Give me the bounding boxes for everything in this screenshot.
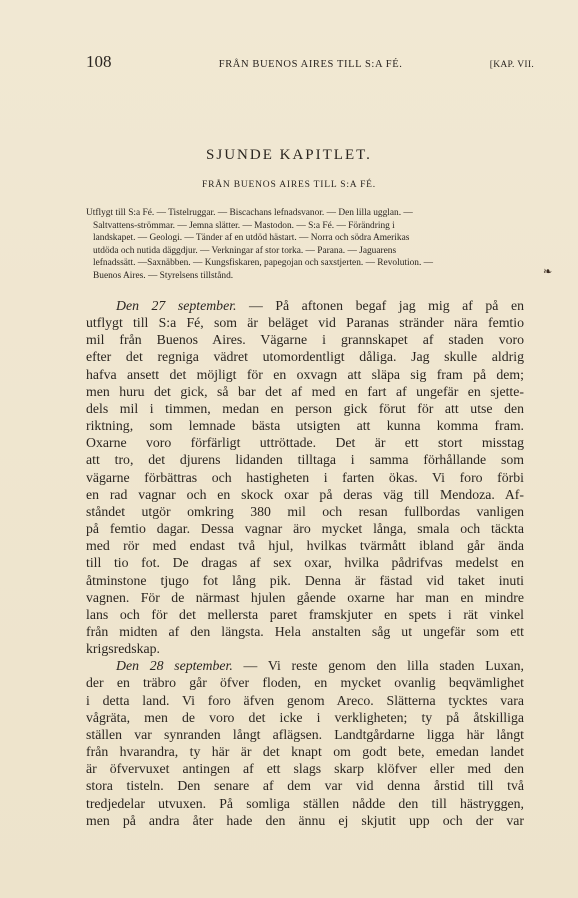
paragraph-first-line [86,297,524,314]
paragraph-line: till tio fot. De dragas af sex oxar, hvilka pådrifvas medelst en [86,555,524,571]
paragraph-line: är öfvervuxet antingen af ett slags skarp klöfver eller med den [86,761,524,777]
chapter-reference: [KAP. VII. [489,60,534,70]
paragraph-line: Oxarne voro förfärligt uttröttade. Det är ett stort misstag [86,435,524,451]
paragraph-line: utflygt till S:a Fé, som är beläget vid Paranas stränder nära femtio [86,315,524,331]
paragraph-line: riktning, som lemnade bästa utsigten att kunna komma fram. [86,418,524,434]
summary-line: Utflygt till S:a Fé. — Tistelruggar. — Biscachans lefnadsvanor. — Den lilla ugglan. — [86,208,413,218]
paragraph-line: stora tisteln. Den senare af dem var vid denna årstid till två [86,778,524,794]
paragraph-line: med rör med endast två hjul, hvilkas tvärmått ibland går ända [86,538,524,554]
paragraph-line: efter det regniga vädret utomordentligt dåliga. Jag skulle aldrig [86,349,524,365]
paragraph-line: på femtio dagar. Dessa vagnar äro mycket långa, smala och täckta [86,521,524,537]
paragraph-line: hafva ansett det möjligt för en oxvagn att släpa sig fram på dem; [86,366,524,382]
summary-line: lefnadssätt. —Saxnäbben. — Kungsfiskaren, papegojan och saxstjerten. — Revolution. — [93,258,434,268]
paragraph-line: mil från Buenos Aires. Vägarne i grannskapet af staden voro [86,332,524,348]
paragraph-line: från midten af den längsta. Hela anstalten såg ut ungefär som ett [86,623,524,639]
paragraph-line: i detta land. Vi foro äfven genom Areco. Slätterna tycktes vara [86,692,524,708]
chapter-summary [86,207,528,282]
paragraph-line: ståndet utgör omkring 380 mil och resan fullbordas vanligen [86,503,524,519]
paragraph-line: lans och för det mellersta paret framskjuter en spets i rät vinkel [86,606,524,622]
paragraph-line: vägarne förbättras och hastigheten i farten ökas. Vi foro förbi [86,469,524,485]
running-title: FRÅN BUENOS AIRES TILL S:A FÉ. [218,59,403,70]
paragraph-text: — På aftonen begaf jag mig af på en [236,298,524,313]
running-head [86,52,534,72]
paragraph-line: vagnen. För de närmast hjulen gående oxarne har man en mindre [86,589,524,605]
paragraph-line: ställen var synranden långt aflägsen. Landtgårdarne ligga här långt [86,726,524,742]
page-number: 108 [86,52,112,71]
summary-line: Saltvattens-strömmar. — Jemna slätter. — Mastodon. — S:a Fé. — Förändring i [93,220,395,231]
paragraph-line: dels mil i timmen, medan en person gick förut för att utse den [86,400,524,416]
paragraph-first-line [86,657,524,674]
paragraph-line: att tro, det djurens lidanden tilltaga i samma förhållande som [86,452,524,468]
chapter-subtitle: FRÅN BUENOS AIRES TILL S:A FÉ. [202,180,376,190]
summary-line: landskapet. — Geologi. — Tänder af en utdöd hästart. — Norra och södra Amerikas [93,233,410,243]
margin-mark-icon: ❧ [543,265,553,278]
paragraph-line: men på andra åter hade den ännu ej skjutit upp och der var [86,812,524,828]
paragraph-line: vågräta, men de voro det icke i verkligheten; ty på åtskilliga [86,709,524,725]
chapter-title: SJUNDE KAPITLET. [206,147,372,163]
summary-line: Buenos Aires. — Styrelsens tillstånd. [93,270,234,281]
date-heading: Den 28 september. [116,658,233,674]
paragraph-line: der en träbro går öfver floden, en mycket ovanlig beqvämlighet [86,675,524,691]
date-heading: Den 27 september. [116,298,237,313]
paragraph-line: från hvarandra, ty här är det knapt om godt bete, emedan landet [86,744,524,760]
summary-line: utdöda och nutida däggdjur. — Verkningar af stor torka. — Parana. — Jaguarens [93,245,397,256]
paragraph-line: en rad vagnar och en skock oxar på deras väg till Mendoza. Af- [86,486,524,502]
paragraph-text: — Vi reste genom den lilla staden Luxan, [232,658,524,674]
body-text [86,297,524,829]
paragraph-line: åtminstone tjugo fot lång pik. Denna är fästad vid taket inuti [86,572,524,588]
paragraph-line: tredjedelar utvuxen. På somliga ställen nådde den till hästryggen, [86,795,524,811]
paragraph-line: men huru det gick, så bar det af med en fart af ungefär en sjette- [86,383,524,399]
paragraph-line: krigsredskap. [86,641,160,657]
